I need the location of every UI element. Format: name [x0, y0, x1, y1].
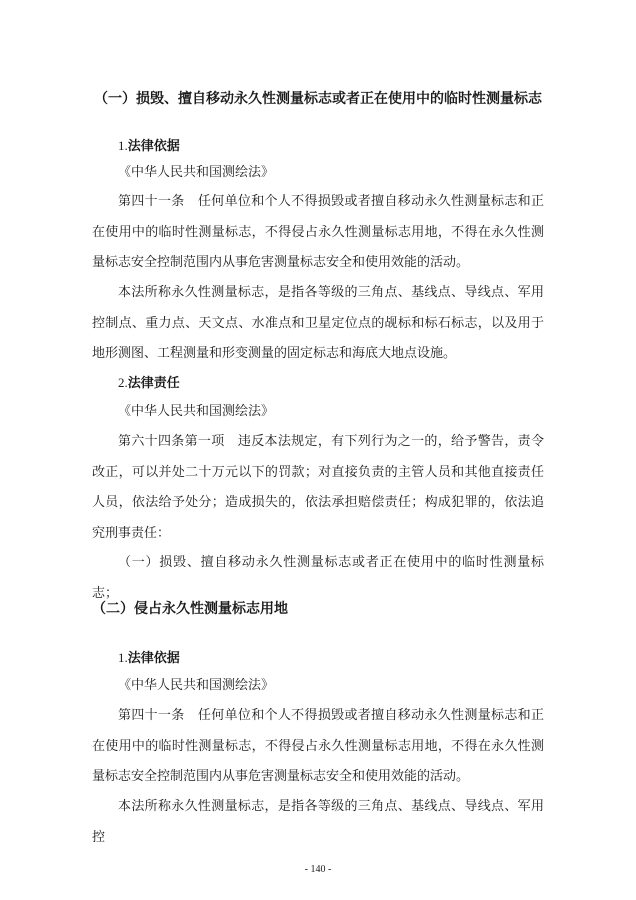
section-2-basis-law-title: 《中华人民共和国测绘法》	[118, 678, 275, 693]
section-1-liability-article-64: 第六十四条第一项 违反本法规定，有下列行为之一的，给予警告，责令改正，可以并处二十万元以下的罚款；对直接负责的主管人员和其他直接责任人员，依法给予处分；造成损失的，依法承担赔偿责任；构成犯罪的，依法追究刑事责任：	[92, 434, 544, 541]
section-2-basis-article-41: 第四十一条 任何单位和个人不得损毁或者擅自移动永久性测量标志和正在使用中的临时性测量标志，不得侵占永久性测量标志用地，不得在永久性测量标志安全控制范围内从事危害测量标志安全和使用效能的活动。	[92, 708, 544, 784]
heading-label: 法律责任	[127, 376, 180, 391]
heading-number: 2.	[118, 375, 128, 390]
heading-number: 1.	[118, 650, 128, 665]
section-2-basis-heading	[92, 648, 570, 669]
section-1-basis-heading	[92, 136, 570, 157]
section-1-basis-law-title: 《中华人民共和国测绘法》	[118, 165, 275, 180]
section-1-liability-law-title: 《中华人民共和国测绘法》	[118, 404, 275, 419]
section-1-liability-heading	[92, 373, 570, 394]
section-2-title: （二）侵占永久性测量标志用地	[92, 601, 288, 617]
section-1-title: （一）损毁、擅自移动永久性测量标志或者正在使用中的临时性测量标志	[94, 91, 542, 107]
heading-label: 法律依据	[127, 651, 180, 666]
section-2-basis-definition-partial: 本法所称永久性测量标志，是指各等级的三角点、基线点、导线点、军用控	[92, 799, 544, 845]
heading-label: 法律依据	[127, 139, 180, 154]
page-number: - 140 -	[304, 864, 332, 875]
section-1-basis-article-41: 第四十一条 任何单位和个人不得损毁或者擅自移动永久性测量标志和正在使用中的临时性测量标志，不得侵占永久性测量标志用地，不得在永久性测量标志安全控制范围内从事危害测量标志安全和使用效能的活动。	[92, 194, 544, 270]
section-1-liability-item-1: （一）损毁、擅自移动永久性测量标志或者正在使用中的临时性测量标志；	[92, 555, 544, 601]
heading-number: 1.	[118, 138, 128, 153]
section-1-basis-definition: 本法所称永久性测量标志，是指各等级的三角点、基线点、导线点、军用控制点、重力点、天文点、水准点和卫星定位点的觇标和标石标志，以及用于地形测图、工程测量和形变测量的固定标志和海底大地点设施。	[92, 285, 544, 361]
